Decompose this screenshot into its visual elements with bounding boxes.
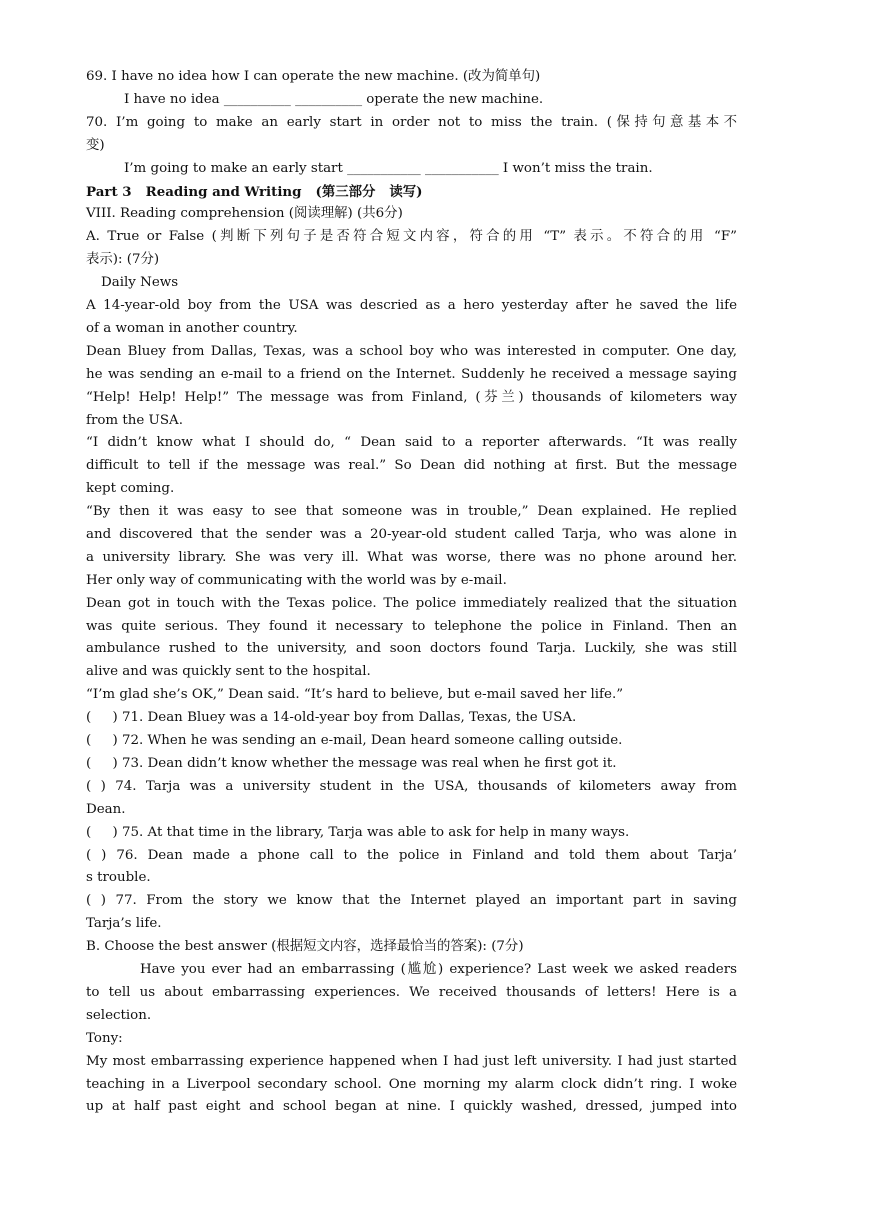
document-page (86, 66, 737, 1119)
text-line: and discovered that the sender was a 20-year-old student called Tarja, who was alone in (86, 526, 737, 542)
text-line: difficult to tell if the message was real.” So Dean did nothing at first. But the message (86, 458, 737, 474)
text-line: Tony: (86, 1030, 123, 1046)
text-line: VIII. Reading comprehension (阅读理解) (共6分) (86, 206, 403, 222)
text-line: Her only way of communicating with the world was by e-mail. (86, 572, 507, 588)
text-line: Tarja’s life. (86, 916, 162, 932)
text-line: I’m going to make an early start ___________ ___________ I won’t miss the train. (124, 160, 653, 176)
text-line: was quite serious. They found it necessary to telephone the police in Finland. Then an (86, 618, 737, 634)
text-line: Have you ever had an embarrassing (尴尬) experience? Last week we asked readers (140, 962, 737, 978)
text-line: ( ) 72. When he was sending an e-mail, Dean heard someone calling outside. (86, 733, 623, 749)
text-line: he was sending an e-mail to a friend on the Internet. Suddenly he received a message saying (86, 366, 737, 382)
text-line: of a woman in another country. (86, 320, 298, 336)
text-line: ( ) 73. Dean didn’t know whether the message was real when he first got it. (86, 755, 617, 771)
text-line: “By then it was easy to see that someone was in trouble,” Dean explained. He replied (86, 504, 737, 520)
text-line: from the USA. (86, 412, 183, 428)
text-line: Part 3 Reading and Writing (第三部分 读写) (86, 183, 423, 200)
text-line: selection. (86, 1007, 152, 1023)
text-line: “I’m glad she’s OK,” Dean said. “It’s hard to believe, but e-mail saved her life.” (86, 687, 624, 703)
text-line: kept coming. (86, 481, 175, 497)
text-line: a university library. She was very ill. What was worse, there was no phone around her. (86, 549, 737, 565)
text-line: ( ) 77. From the story we know that the Internet played an important part in saving (86, 893, 737, 909)
text-line: 表示): (7分) (86, 252, 160, 268)
text-line: ambulance rushed to the university, and soon doctors found Tarja. Luckily, she was still (86, 641, 737, 657)
text-line: Daily News (101, 275, 179, 291)
text-line: Dean got in touch with the Texas police. The police immediately realized that the situation (86, 595, 737, 611)
text-line: 变) (86, 137, 105, 153)
text-line: teaching in a Liverpool secondary school. One morning my alarm clock didn’t ring. I woke (86, 1076, 737, 1092)
text-line: ( ) 71. Dean Bluey was a 14-old-year boy from Dallas, Texas, the USA. (86, 710, 577, 726)
text-line: ( ) 76. Dean made a phone call to the police in Finland and told them about Tarja’ (86, 847, 737, 863)
text-line: 70. I’m going to make an early start in order not to miss the train. (保持句意基本不 (86, 114, 737, 130)
text-line: Dean. (86, 801, 126, 817)
text-line: up at half past eight and school began at nine. I quickly washed, dressed, jumped into (86, 1099, 737, 1115)
text-line: A. True or False (判断下列句子是否符合短文内容，符合的用 “T” 表示。不符合的用 “F” (86, 229, 737, 245)
text-line: ( ) 75. At that time in the library, Tarja was able to ask for help in many ways. (86, 824, 630, 840)
text-line: ( ) 74. Tarja was a university student in the USA, thousands of kilometers away from (86, 778, 737, 794)
text-line: Dean Bluey from Dallas, Texas, was a school boy who was interested in computer. One day, (86, 343, 737, 359)
text-line: B. Choose the best answer (根据短文内容，选择最恰当的答案): (7分) (86, 939, 524, 955)
text-line: to tell us about embarrassing experiences. We received thousands of letters! Here is a (86, 984, 737, 1000)
text-line: A 14-year-old boy from the USA was descried as a hero yesterday after he saved the life (86, 298, 737, 314)
text-line: s trouble. (86, 870, 151, 886)
text-line: alive and was quickly sent to the hospital. (86, 664, 371, 680)
text-line: “I didn’t know what I should do, “ Dean said to a reporter afterwards. “It was really (86, 435, 737, 451)
text-line: I have no idea __________ __________ operate the new machine. (124, 91, 544, 107)
text-line: 69. I have no idea how I can operate the new machine. (改为简单句) (86, 69, 541, 84)
text-line: My most embarrassing experience happened when I had just left university. I had just started (86, 1053, 737, 1069)
text-line: “Help! Help! Help!” The message was from Finland, (芬兰) thousands of kilometers way (86, 389, 737, 405)
